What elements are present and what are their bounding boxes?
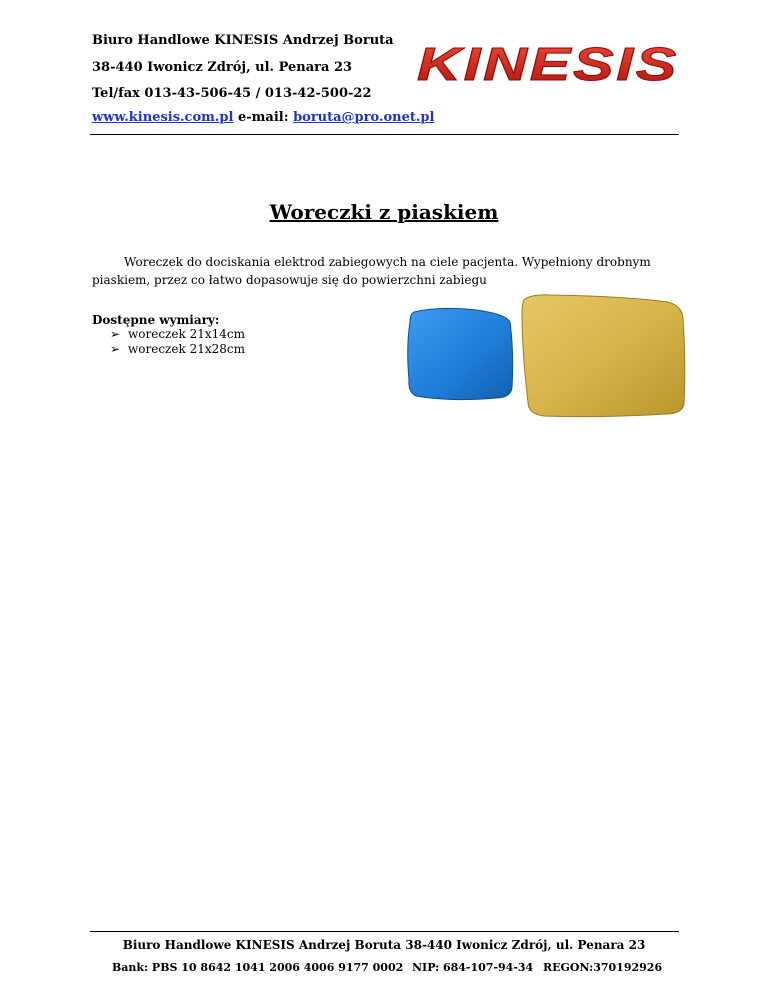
blue-sandbag <box>408 308 513 399</box>
arrow-bullet-icon: ➢ <box>110 327 121 341</box>
page-title: Woreczki z piaskiem <box>269 200 499 224</box>
contact-line <box>92 110 434 126</box>
footer-nip: NIP: 684-107-94-34 <box>412 961 534 974</box>
footer-divider <box>90 931 679 932</box>
company-address: 38-440 Iwonicz Zdrój, ul. Penara 23 <box>92 60 353 75</box>
dimensions-label: Dostępne wymiary: <box>92 313 220 327</box>
website-link[interactable]: www.kinesis.com.pl <box>92 110 234 125</box>
company-phone: Tel/fax 013-43-506-45 / 013-42-500-22 <box>92 86 372 101</box>
company-name: Biuro Handlowe KINESIS Andrzej Boruta <box>92 33 394 48</box>
header-divider <box>90 134 679 135</box>
logo-wordmark: KINESIS <box>417 38 679 88</box>
list-item: ➢ woreczek 21x14cm <box>110 327 245 341</box>
product-description: Woreczek do dociskania elektrod zabiegowych na ciele pacjenta. Wypełniony drobnym piaskiem, przez co łatwo dopasowuje się do powierzchni zabiegu <box>92 255 651 287</box>
footer-bank: Bank: PBS 10 8642 1041 2006 4006 9177 0002 <box>112 961 404 974</box>
list-item: ➢ woreczek 21x28cm <box>110 342 245 356</box>
arrow-bullet-icon: ➢ <box>110 342 121 356</box>
dimensions-list <box>110 327 245 357</box>
email-link[interactable]: boruta@pro.onet.pl <box>293 110 435 125</box>
sandbags-photo <box>400 292 690 422</box>
email-label: e-mail: <box>238 110 289 125</box>
footer-regon: REGON:370192926 <box>543 961 663 974</box>
yellow-sandbag <box>522 295 685 417</box>
kinesis-logo <box>412 38 684 88</box>
footer-company: Biuro Handlowe KINESIS Andrzej Boruta 38-440 Iwonicz Zdrój, ul. Penara 23 <box>122 938 646 952</box>
